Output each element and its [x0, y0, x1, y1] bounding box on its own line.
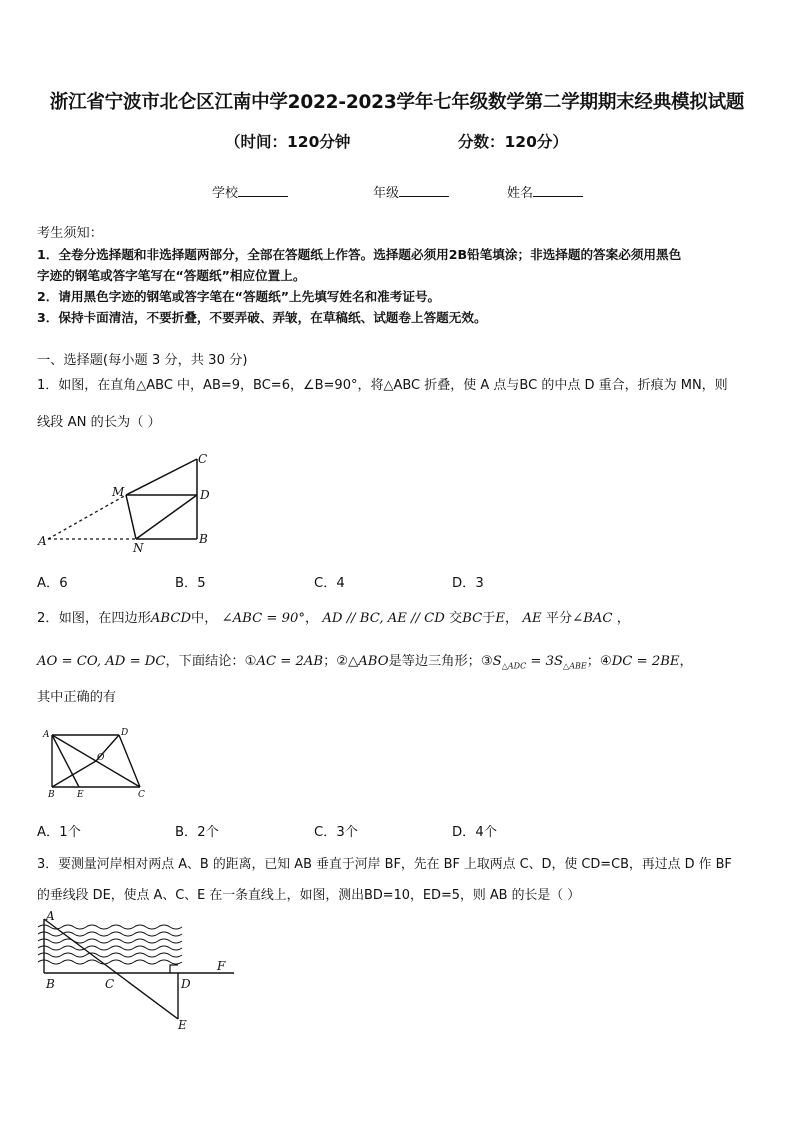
- q1-option-a: A．6: [37, 576, 68, 591]
- q2-option-a: A．1个: [37, 825, 81, 840]
- grade-field: [373, 182, 449, 201]
- q2-quad: ABCD: [150, 611, 192, 626]
- q2-comma-3: ，: [616, 611, 630, 626]
- q2-bc: BC: [462, 611, 483, 626]
- q1-option-b: B．5: [175, 576, 206, 591]
- grade-label: 年级: [373, 186, 400, 201]
- q2-conclusion-4-prefix: ；④: [586, 654, 612, 669]
- exam-time: （时间：120分钟: [225, 133, 351, 151]
- q3-figure: [36, 908, 246, 1036]
- q2-text-line-1: [37, 607, 630, 626]
- q1-label-n: N: [133, 541, 144, 555]
- notice-item-3: 3．保持卡面清洁，不要折叠，不要弄破、弄皱，在草稿纸、试题卷上答题无效。: [37, 310, 487, 325]
- q3-label-c: C: [105, 977, 115, 991]
- q2-sub-adc: △ADC: [501, 661, 527, 671]
- q1-segment-mc: [126, 459, 197, 495]
- q2-segment-bo: [52, 761, 96, 787]
- q1-fold-segment-am: [48, 495, 126, 539]
- q2-comma-4: ，: [679, 654, 693, 669]
- q2-label-o: O: [97, 753, 105, 763]
- q2-conclusion-3-prefix: 是等边三角形；③: [388, 654, 493, 669]
- notice-item-1-line-2: 字迹的钢笔或答字笔写在“答题纸”相应位置上。: [37, 268, 306, 283]
- exam-score: 分数：120分）: [458, 133, 568, 151]
- q1-label-c: C: [198, 452, 208, 466]
- q1-segment-mn: [126, 495, 136, 539]
- q3-label-e: E: [178, 1018, 187, 1032]
- q2-s-1: S: [492, 654, 502, 669]
- q3-label-f: F: [217, 959, 226, 973]
- q3-label-d: D: [181, 977, 191, 991]
- q2-label-c: C: [138, 790, 145, 800]
- notice-item-2: 2．请用黑色字迹的钢笔或答字笔在“答题纸”上先填写姓名和准考证号。: [37, 289, 441, 304]
- q1-option-c: C．4: [314, 576, 345, 591]
- q2-triangle-abo: △ABO: [348, 654, 389, 669]
- q2-comma-1: ，: [305, 611, 319, 626]
- notice-item-1-line-1: 1．全卷分选择题和非选择题两部分，全部在答题纸上作答。选择题必须用2B铅笔填涂；非选择题的答案必须用黑色: [37, 247, 682, 262]
- q2-text-line-2: [37, 650, 693, 671]
- q2-conditions: AO = CO, AD = DC: [37, 654, 166, 669]
- q2-intro: 2．如图，在四边形: [37, 611, 151, 626]
- q2-text-line-3: 其中正确的有: [37, 690, 117, 705]
- name-label: 姓名: [507, 186, 534, 201]
- q1-option-d: D．3: [452, 576, 484, 591]
- notice-heading: 考生须知：: [37, 226, 103, 241]
- page-title: 浙江省宁波市北仑区江南中学2022-2023学年七年级数学第二学期期末经典模拟试题: [49, 92, 745, 113]
- q2-at: 于: [482, 611, 496, 626]
- q2-option-c: C．3个: [314, 825, 358, 840]
- q3-label-b: B: [46, 977, 55, 991]
- q2-option-d: D．4个: [452, 825, 497, 840]
- q3-text-line-1: 3．要测量河岸相对两点 A、B 的距离，已知 AB 垂直于河岸 BF，先在 BF 上取两点 C、D，使 CD=CB，再过点 D 作 BF: [37, 857, 732, 872]
- q3-label-a: A: [46, 909, 55, 923]
- name-field: [507, 182, 583, 201]
- q2-conclusion-1-prefix: ，下面结论：①: [165, 654, 257, 669]
- q2-angle-abc: ∠ABC = 90°: [221, 611, 306, 626]
- q2-conclusion-2-prefix: ；②: [323, 654, 349, 669]
- q2-option-b: B．2个: [175, 825, 219, 840]
- grade-blank: [399, 184, 449, 197]
- school-blank: [238, 184, 288, 197]
- q2-s-2: = 3S: [526, 654, 564, 669]
- q2-parallels: AD // BC, AE // CD: [322, 611, 445, 626]
- q2-e: E: [495, 611, 506, 626]
- q2-label-e: E: [77, 790, 84, 800]
- q2-in: 中，: [191, 611, 218, 626]
- q2-angle-bac: ∠BAC: [572, 611, 613, 626]
- name-blank: [533, 184, 583, 197]
- q2-comma-2: ，: [505, 611, 519, 626]
- q2-conclusion-1: AC = 2AB: [256, 654, 324, 669]
- q2-segment-dc: [119, 735, 140, 787]
- school-field: [212, 182, 288, 201]
- section-heading: 一、选择题(每小题 3 分，共 30 分): [37, 353, 248, 368]
- q3-right-angle-mark: [170, 965, 178, 973]
- q2-bisects: 平分: [545, 611, 573, 626]
- q1-label-d: D: [200, 488, 210, 502]
- q1-label-a: A: [38, 534, 47, 548]
- q1-text-line-2: 线段 AN 的长为（ ）: [37, 415, 161, 430]
- q2-label-d: D: [121, 728, 129, 738]
- q2-label-b: B: [48, 790, 55, 800]
- q3-text-line-2: 的垂线段 DE，使点 A、C、E 在一条直线上，如图，测出BD=10，ED=5，则 AB 的长是（ ）: [37, 888, 581, 903]
- q2-meet: 交: [449, 611, 463, 626]
- q1-text-line-1: 1．如图，在直角△ABC 中，AB=9，BC=6，∠B=90°，将△ABC 折叠，使 A 点与BC 的中点 D 重合，折痕为 MN，则: [37, 378, 728, 393]
- q2-ae: AE: [522, 611, 542, 626]
- q2-conclusion-4: DC = 2BE: [611, 654, 680, 669]
- q1-figure: [36, 448, 226, 558]
- q1-label-b: B: [199, 532, 208, 546]
- q2-figure: [36, 724, 161, 804]
- q1-segment-nd: [136, 495, 197, 539]
- q2-sub-abe: △ABE: [563, 661, 587, 671]
- school-label: 学校: [212, 186, 239, 201]
- q2-label-a: A: [43, 730, 50, 740]
- q1-label-m: M: [112, 485, 125, 499]
